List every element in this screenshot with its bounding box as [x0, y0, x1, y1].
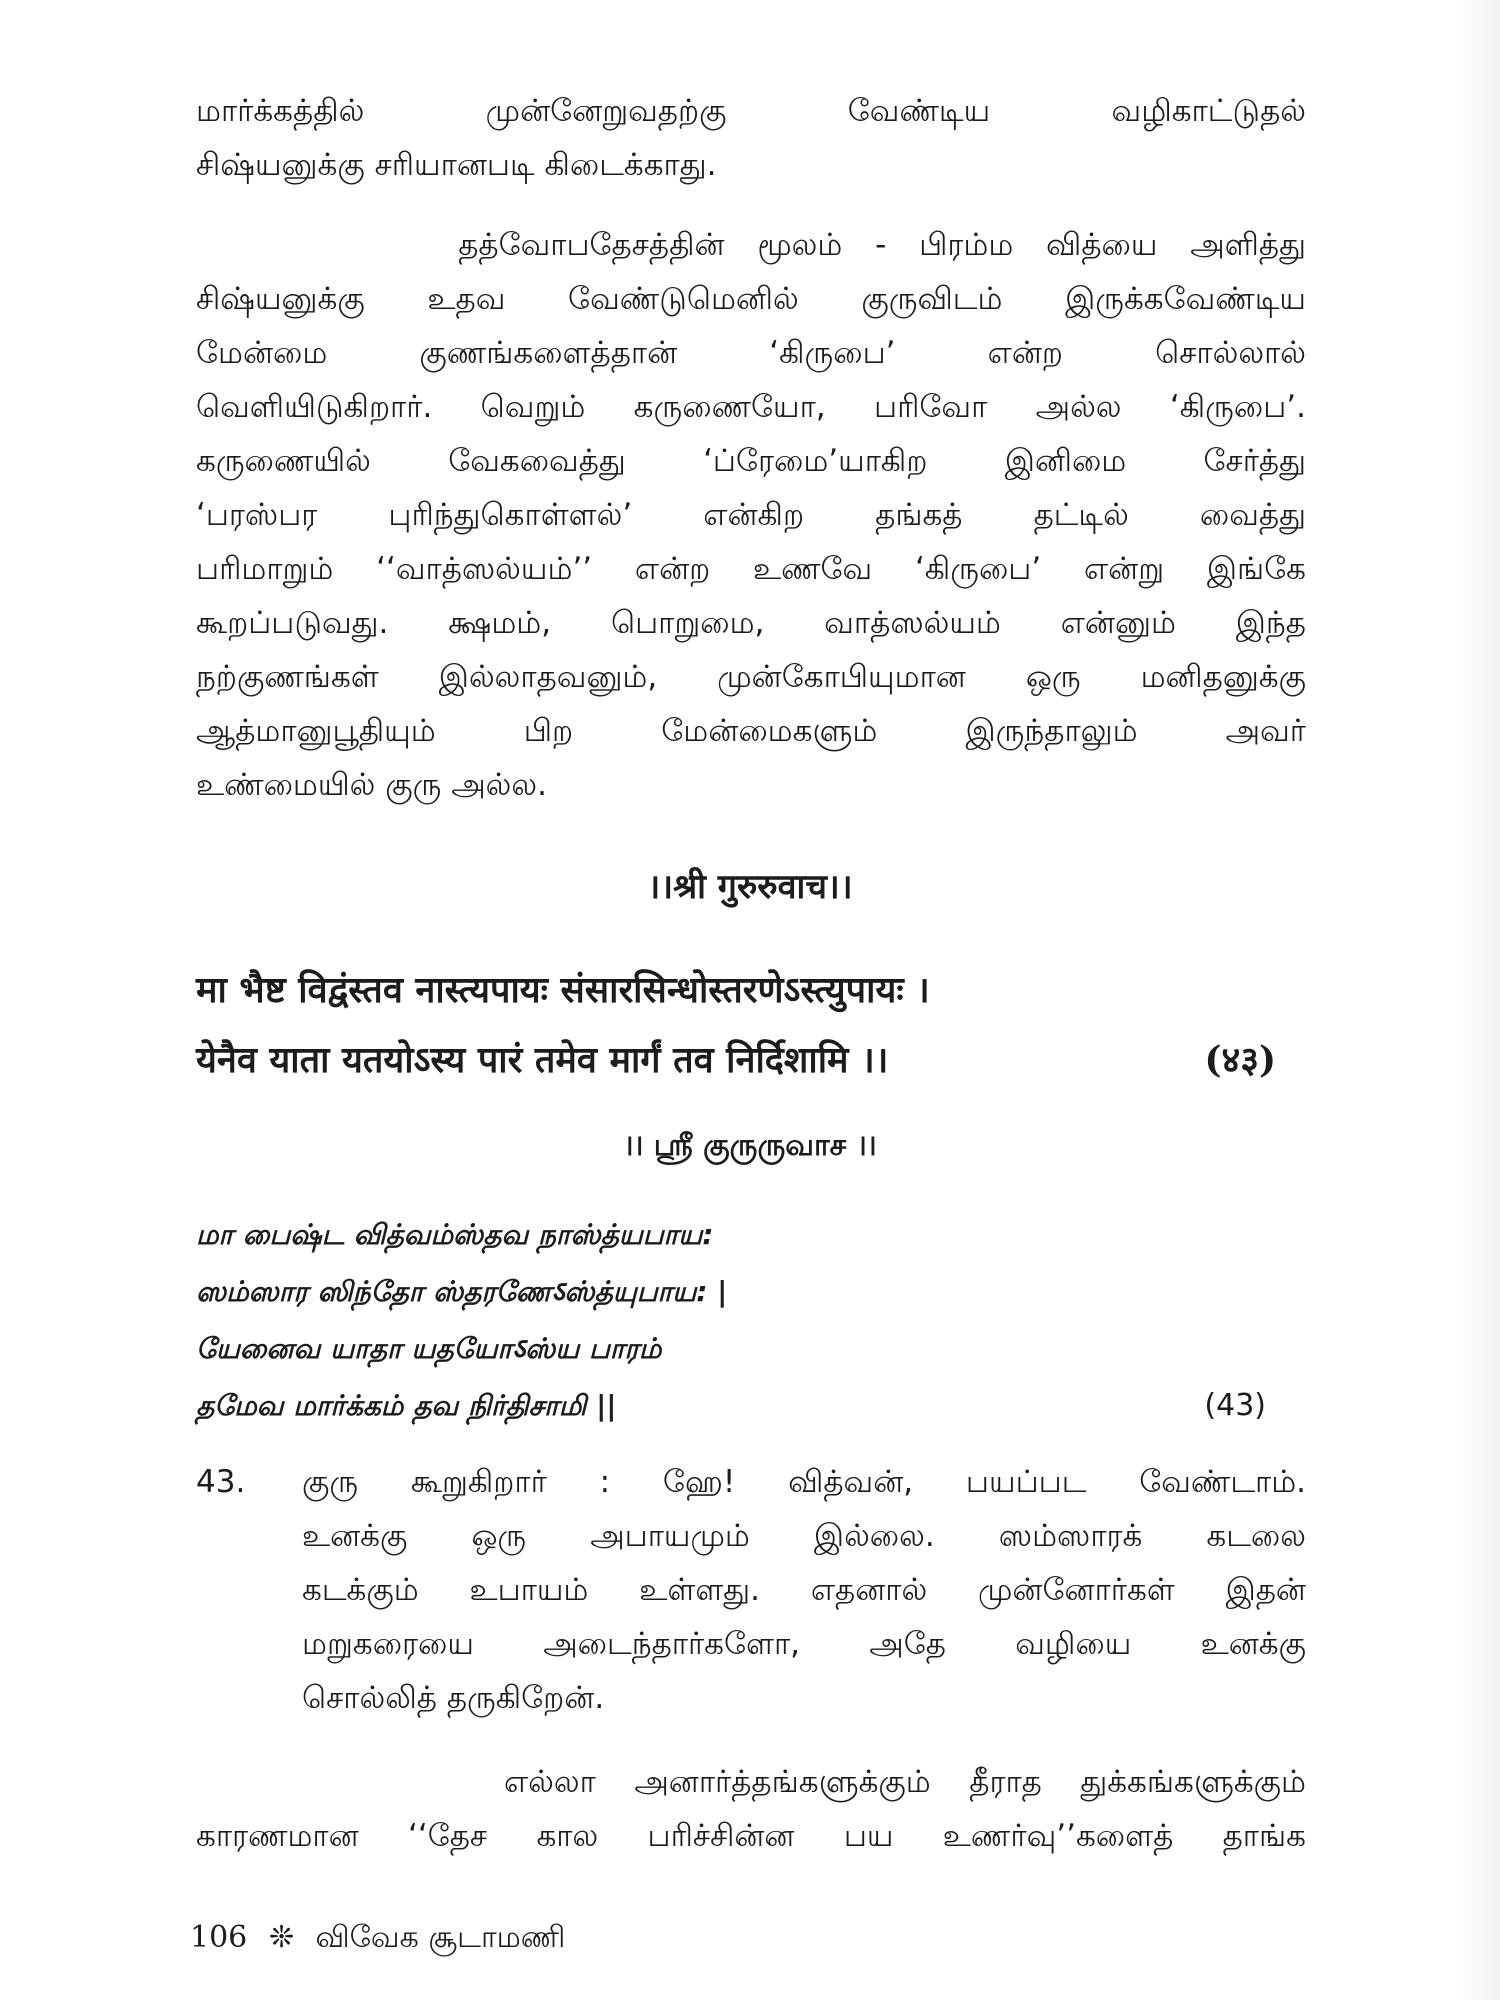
translit-number: (43) — [1204, 1388, 1266, 1423]
verse-line: येनैव याता यतयोऽस्य पारं तमेव मार्गं तव निर्दिशामि ।। — [196, 1039, 889, 1081]
text-line: தத்வோபதேசத்தின் மூலம் - பிரம்ம வித்யை அளித்து — [196, 227, 1306, 263]
text-line: மார்க்கத்தில் முன்னேறுவதற்கு வேண்டிய வழிகாட்டுதல் — [196, 93, 1306, 129]
text-line: மறுகரையை அடைந்தார்களோ, அதே வழியை உனக்கு — [302, 1626, 1306, 1662]
text-line: உண்மையில் குரு அல்ல. — [196, 767, 547, 803]
book-title: விவேக சூடாமணி — [315, 1920, 566, 1955]
paragraph-intro — [196, 84, 1306, 192]
verse-line-wrap — [196, 1025, 1306, 1095]
text-line: வெளியிடுகிறார். வெறும் கருணையோ, பரிவோ அல்ல ‘கிருபை’. — [196, 389, 1306, 425]
paragraph-kripa — [196, 218, 1306, 812]
verse-number: (४३) — [1204, 1039, 1276, 1081]
text-line: எல்லா அனார்த்தங்களுக்கும் தீராத துக்கங்களுக்கும் — [196, 1764, 1306, 1800]
page-number: 106 — [190, 1920, 248, 1955]
translit-line: ஸம்ஸார ஸிந்தோ ஸ்தரணேऽஸ்த்யுபாய: | — [196, 1275, 728, 1308]
text-line: ஆத்மானுபூதியும் பிற மேன்மைகளும் இருந்தாலும் அவர் — [196, 713, 1306, 749]
verse-explanation — [196, 1455, 1306, 1735]
text-line: உனக்கு ஒரு அபாயமும் இல்லை. ஸம்ஸாரக் கடலை — [302, 1518, 1306, 1554]
text-line: கடக்கும் உபாயம் உள்ளது. எதனால் முன்னோர்கள் இதன் — [302, 1572, 1306, 1608]
text-line: மேன்மை குணங்களைத்தான் ‘கிருபை’ என்ற சொல்லால் — [196, 335, 1306, 371]
text-line: கூறப்படுவது. க்ஷமம், பொறுமை, வாத்ஸல்யம் என்னும் இந்த — [196, 605, 1306, 641]
sanskrit-heading: ।।श्री गुरुरुवाच।। — [647, 867, 853, 907]
text-line: சிஷ்யனுக்கு சரியானபடி கிடைக்காது. — [196, 147, 717, 183]
paragraph-closing — [196, 1755, 1306, 1863]
text-line: காரணமான ‘‘தேச கால பரிச்சின்ன பய உணர்வு’’களைத் தாங்க — [196, 1818, 1306, 1854]
tamil-heading: ।। ஸ்ரீ குருருவாச ।। — [623, 1128, 877, 1163]
text-line: சொல்லித் தருகிறேன். — [302, 1680, 605, 1716]
text-line: குரு கூறுகிறார் : ஹே! வித்வன், பயப்பட வேண்டாம். — [302, 1464, 1306, 1500]
explanation-body — [302, 1455, 1306, 1725]
separator-icon: ❊ — [268, 1920, 294, 1955]
sanskrit-verse — [196, 955, 1306, 1095]
text-line: நற்குணங்கள் இல்லாதவனும், முன்கோபியுமான ஒரு மனிதனுக்கு — [196, 659, 1306, 695]
translit-line-wrap — [196, 1377, 1306, 1434]
page-footer — [190, 1920, 565, 1959]
text-line: ‘பரஸ்பர புரிந்துகொள்ளல்’ என்கிற தங்கத் தட்டில் வைத்து — [196, 497, 1306, 533]
verse-line: मा भैष्ट विद्वंस्तव नास्त्यपायः संसारसिन्धोस्तरणेऽस्त्युपायः । — [196, 969, 930, 1011]
page-edge-shadow — [1460, 0, 1500, 2000]
translit-line: தமேவ மார்க்கம் தவ நிர்திசாமி || — [196, 1389, 617, 1422]
translit-line: யேனைவ யாதா யதயோऽஸ்ய பாரம் — [196, 1332, 662, 1365]
transliteration — [196, 1206, 1306, 1434]
text-line: பரிமாறும் ‘‘வாத்ஸல்யம்’’ என்ற உணவே ‘கிருபை’ என்று இங்கே — [196, 551, 1306, 587]
explanation-number: 43. — [196, 1464, 246, 1500]
text-line: கருணையில் வேகவைத்து ‘ப்ரேமை’யாகிற இனிமை சேர்த்து — [196, 443, 1306, 479]
translit-line: மா பைஷ்ட வித்வம்ஸ்தவ நாஸ்த்யபாய: — [196, 1218, 714, 1251]
text-line: சிஷ்யனுக்கு உதவ வேண்டுமெனில் குருவிடம் இருக்கவேண்டிய — [196, 281, 1306, 317]
